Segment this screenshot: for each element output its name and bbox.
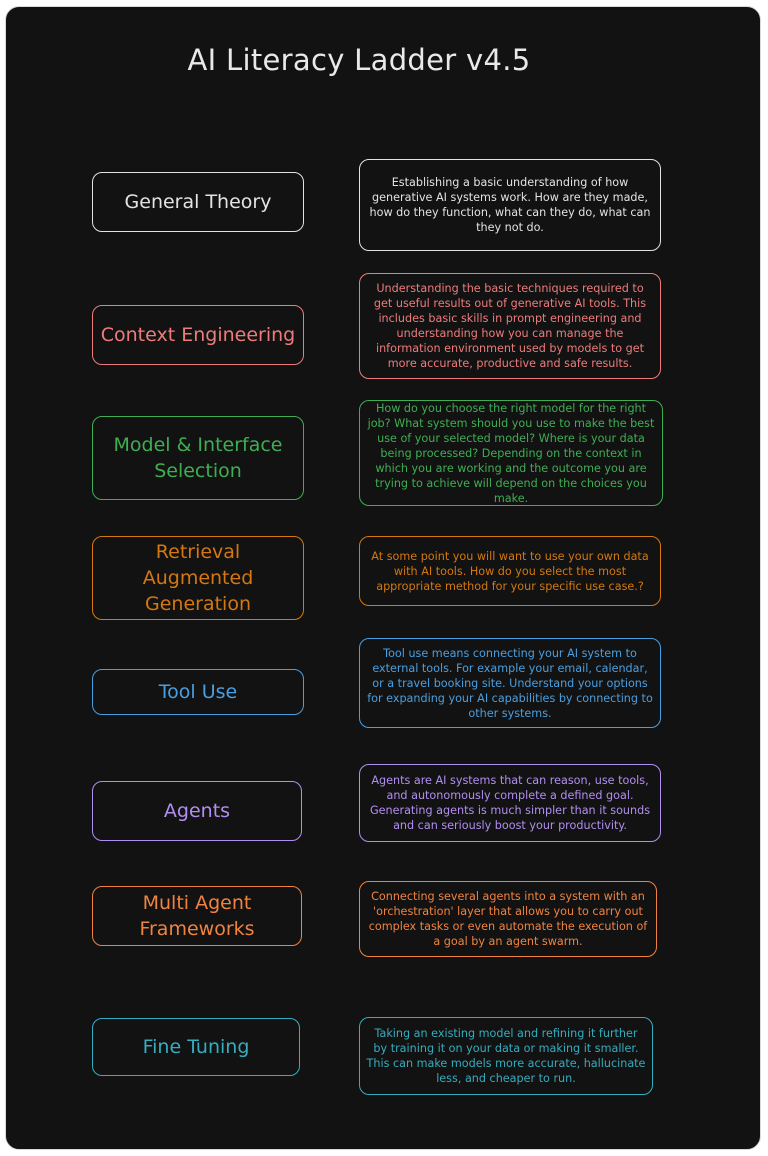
step-label: Model & Interface Selection [113,434,283,482]
step-context-engineering-description [359,273,661,379]
step-tool-use [92,669,304,715]
step-description: Agents are AI systems that can reason, use tools, and autonomously complete a defined goal. Generating agents is much simpler than it sounds and can seriously boost your productivity. [369,774,651,832]
step-description: Connecting several agents into a system with an 'orchestration' layer that allows you to carry out complex tasks or even automate the execution of a goal by an agent swarm. [368,890,648,948]
step-label: Fine Tuning [142,1036,250,1058]
step-model-interface-selection [92,416,304,500]
step-agents-description [359,764,661,842]
step-description: How do you choose the right model for the right job? What system should you use to make the best use of your selected model? Where is your data being processed? Depending on the context in which you are working and the outcome you are trying to achieve will depend on the choices you make. [367,401,655,505]
step-agents [92,781,302,841]
step-label: Agents [163,800,231,822]
step-description: Understanding the basic techniques required to get useful results out of generative AI tools. This includes basic skills in prompt engineering and understanding how you can manage the information environment used by models to get more accurate, productive and safe results. [373,282,647,370]
step-model-interface-selection-description [359,400,663,506]
step-context-engineering [92,305,304,365]
diagram-canvas [5,6,761,1150]
step-fine-tuning [92,1018,300,1076]
step-description: Tool use means connecting your AI system to external tools. For example your email, calendar, or a travel booking site. Understand your options for expanding your AI capabilities by connecting to other systems. [367,646,653,720]
step-label: Multi Agent Frameworks [139,892,255,940]
step-label: Tool Use [158,681,238,703]
step-label: Retrieval Augmented Generation [142,541,254,615]
step-multi-agent-frameworks-description [359,881,657,957]
step-description: Taking an existing model and refining it further by training it on your data or making it smaller. This can make models more accurate, hallucinate less, and cheaper to run. [366,1027,646,1085]
step-general-theory-description [359,159,661,251]
step-tool-use-description [359,638,661,728]
step-retrieval-augmented-generation-description [359,536,661,606]
step-description: Establishing a basic understanding of how generative AI systems work. How are they made, how do they function, what can they do, what can they not do. [369,176,651,234]
step-fine-tuning-description [359,1017,653,1095]
step-multi-agent-frameworks [92,886,302,946]
step-label: General Theory [124,191,272,213]
step-retrieval-augmented-generation [92,536,304,620]
diagram-title: AI Literacy Ladder v4.5 [187,43,531,77]
step-description: At some point you will want to use your own data with AI tools. How do you select the most appropriate method for your specific use case.? [371,549,649,593]
step-general-theory [92,172,304,232]
step-label: Context Engineering [100,324,296,346]
